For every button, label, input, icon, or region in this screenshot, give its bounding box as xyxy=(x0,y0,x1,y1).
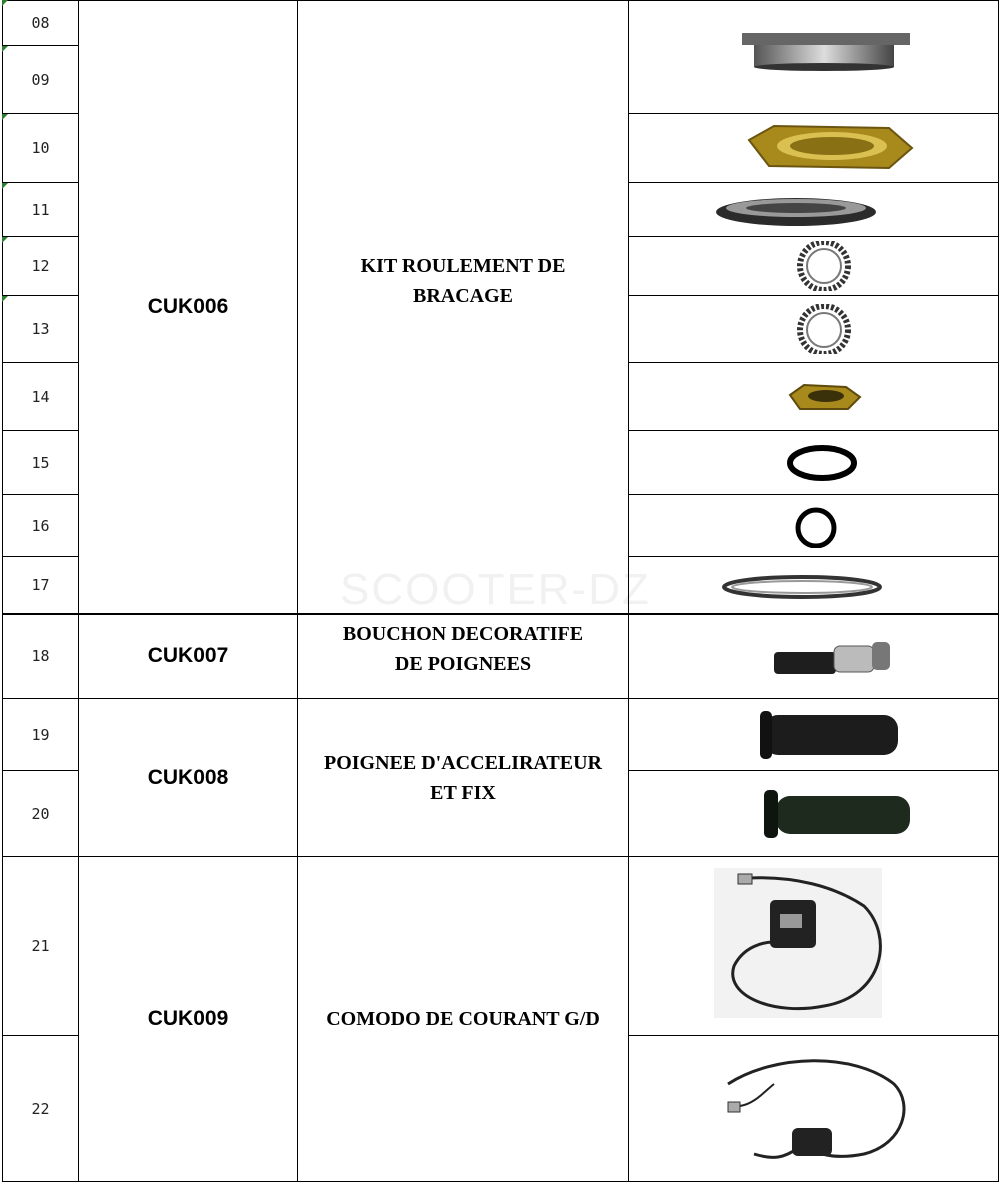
row-number: 21 xyxy=(3,857,79,1036)
row-number: 12 xyxy=(3,237,79,296)
part-image-cell xyxy=(629,495,999,557)
row-number: 22 xyxy=(3,1036,79,1182)
part-image-cell xyxy=(629,363,999,431)
row-number: 10 xyxy=(3,114,79,183)
row-number: 09 xyxy=(3,46,79,114)
bearing-race-icon xyxy=(714,27,914,87)
handle-grip-icon xyxy=(714,786,914,842)
table-row xyxy=(3,857,999,1036)
part-image-cell xyxy=(629,771,999,857)
description-line: POIGNEE D'ACCELIRATEUR xyxy=(324,751,602,774)
part-image-cell xyxy=(629,557,999,614)
description-line: ET FIX xyxy=(430,781,496,804)
parts-table xyxy=(2,0,999,1182)
row-number: 14 xyxy=(3,363,79,431)
small-brass-nut-icon xyxy=(714,375,914,419)
part-description xyxy=(298,857,629,1182)
cell-marker xyxy=(2,114,8,120)
row-number: 16 xyxy=(3,495,79,557)
row-number: 15 xyxy=(3,431,79,495)
part-image-cell xyxy=(629,857,999,1036)
part-code: CUK007 xyxy=(79,614,298,699)
row-number: 20 xyxy=(3,771,79,857)
table-row xyxy=(3,699,999,771)
handlebar-end-cap-icon xyxy=(714,626,914,686)
part-image-cell xyxy=(629,114,999,183)
cell-marker xyxy=(2,46,8,52)
watermark: SCOOTER-DZ xyxy=(340,565,651,614)
part-image-cell xyxy=(629,699,999,771)
row-number: 17 xyxy=(3,557,79,614)
row-number: 19 xyxy=(3,699,79,771)
handle-grip-icon xyxy=(714,707,914,763)
brass-hex-nut-icon xyxy=(714,118,914,178)
part-description xyxy=(298,1,629,614)
bearing-cup-icon xyxy=(714,188,914,232)
washer-icon xyxy=(714,504,914,548)
part-description xyxy=(298,614,629,699)
part-image-cell xyxy=(629,183,999,237)
description-line: BRACAGE xyxy=(412,285,513,307)
description-line: KIT ROULEMENT DE xyxy=(360,255,566,277)
description-line: DE POIGNEES xyxy=(394,653,532,676)
ball-retainer-icon xyxy=(714,241,914,291)
ball-retainer-icon xyxy=(714,304,914,354)
part-code: CUK009 xyxy=(79,857,298,1182)
part-image-cell xyxy=(629,431,999,495)
cell-marker xyxy=(2,183,8,189)
handlebar-switch-icon xyxy=(714,866,914,1026)
row-number: 08 xyxy=(3,1,79,46)
row-number: 18 xyxy=(3,614,79,699)
part-code: CUK006 xyxy=(79,1,298,614)
part-image-cell xyxy=(629,614,999,699)
row-number: 13 xyxy=(3,296,79,363)
description-line: BOUCHON DECORATIFE xyxy=(342,623,584,646)
part-image-cell xyxy=(629,1036,999,1182)
cell-marker xyxy=(2,237,8,243)
table-row xyxy=(3,1,999,46)
cell-marker xyxy=(2,296,8,302)
washer-icon xyxy=(714,441,914,485)
row-number: 11 xyxy=(3,183,79,237)
cell-marker xyxy=(2,0,8,6)
part-description xyxy=(298,699,629,857)
thin-ring-icon xyxy=(714,565,914,605)
part-image-cell xyxy=(629,1,999,114)
handlebar-switch-icon xyxy=(714,1044,914,1174)
part-code: CUK008 xyxy=(79,699,298,857)
part-image-cell xyxy=(629,296,999,363)
description-line: COMODO DE COURANT G/D xyxy=(326,1008,600,1030)
part-image-cell xyxy=(629,237,999,296)
table-row xyxy=(3,614,999,699)
